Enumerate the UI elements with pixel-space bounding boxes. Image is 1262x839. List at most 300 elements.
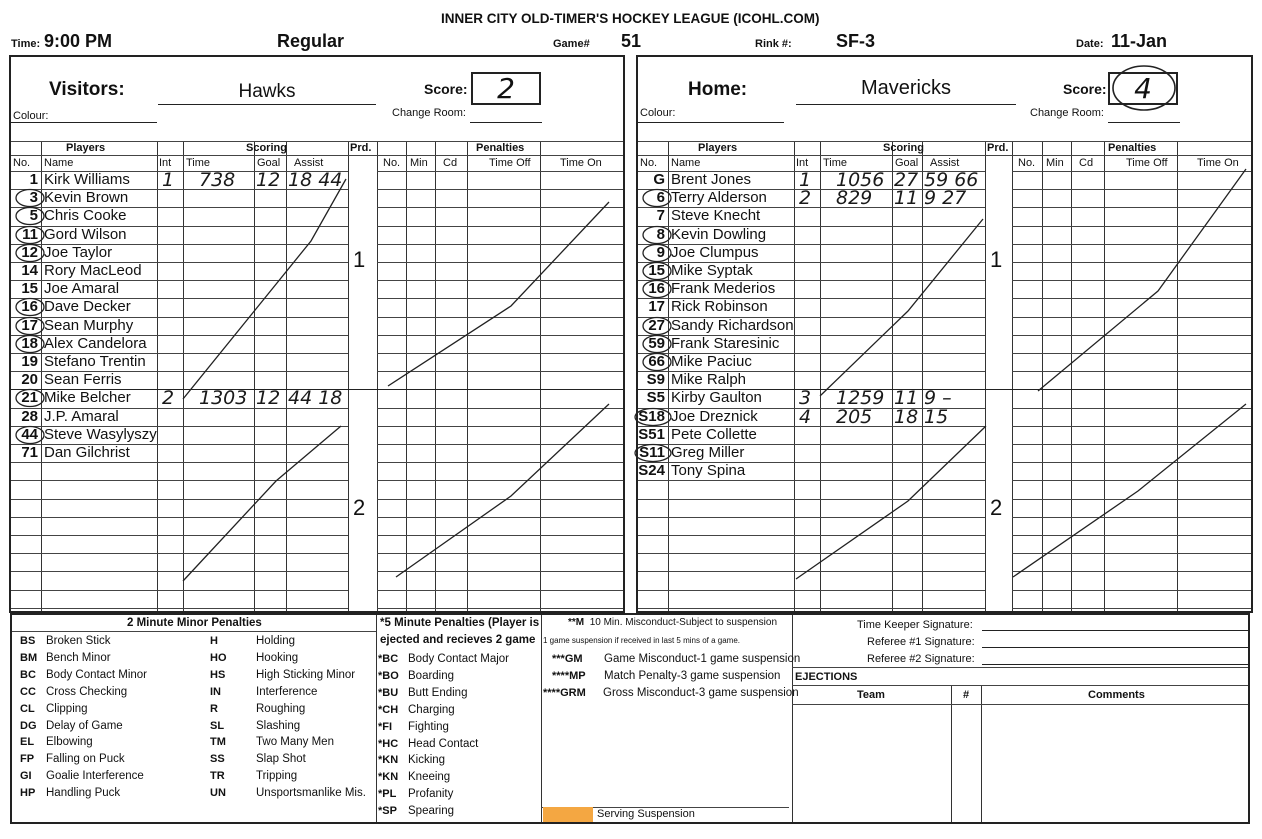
col-header-players: Players [698,142,738,154]
penalty-code-row [543,687,799,699]
player-name: Greg Miller [671,444,745,461]
player-row [11,353,157,371]
player-row [638,298,794,316]
penalty-description: Body Contact Minor [46,668,147,681]
player-row [11,280,157,298]
home-score: 4 [1108,72,1178,105]
col-header-cd: Cd [1079,157,1094,169]
penalty-description: Gross Misconduct-3 game suspension [603,686,799,699]
game-number: 51 [621,31,642,51]
penalty-code-row [210,787,366,799]
player-name: Kevin Brown [44,189,129,207]
period-2-label: 2 [353,494,366,520]
player-name: Terry Alderson [671,189,767,207]
player-row [638,389,794,407]
penalty-code-row [378,721,449,733]
penalty-description: Hooking [256,651,299,664]
misconduct-text: 10 Min. Misconduct-Subject to suspension [589,617,778,628]
penalty-description: Head Contact [408,737,479,750]
player-name: Chris Cooke [44,207,127,225]
player-number: 12 [21,243,38,261]
player-number: 17 [648,298,665,316]
penalty-code: *PL [378,788,397,801]
time-label: Time: [11,38,41,50]
rink-number: SF-3 [836,31,876,51]
player-name: Stefano Trentin [44,353,146,370]
minor-penalties-title: 2 Minute Minor Penalties [127,617,262,629]
visitors-label: Visitors: [49,79,125,100]
serving-suspension-swatch [543,807,593,822]
player-number: 20 [21,371,38,389]
goal-interval: 1 [799,169,812,191]
penalty-description: High Sticking Minor [256,668,356,681]
col-header-int: Int [159,157,172,169]
penalty-code-row [210,720,300,732]
penalty-code-row [378,771,450,783]
visitors-colour-field [11,109,157,123]
misconduct-row [568,617,777,628]
player-number: 18 [21,334,38,352]
player-number: 66 [648,353,665,370]
goal-interval: 2 [162,387,175,410]
penalty-description: Tripping [256,770,298,783]
visitors-team-name: Hawks [158,81,376,105]
misconduct-note: 1 game suspension if received in last 5 mins of a game. [543,636,740,645]
player-number: 9 [656,243,665,261]
penalty-code: EL [20,736,35,749]
player-row [638,244,794,262]
col-header-players: Players [66,142,106,154]
home-colour-label: Colour: [640,107,676,119]
penalty-code: *HC [378,737,399,750]
penalty-description: Elbowing [46,736,93,749]
home-panel [636,55,1253,613]
player-number: 15 [648,262,665,279]
player-row [11,244,157,262]
player-number: 11 [22,225,38,243]
player-name: Brent Jones [671,171,752,188]
penalty-code: ***GM [552,653,583,665]
player-row [638,207,794,225]
penalty-code-row [378,704,455,716]
penalty-code: SS [210,753,225,766]
player-name: Steve Knecht [671,207,761,225]
player-row [11,426,157,444]
player-name: Gord Wilson [44,225,127,243]
penalty-code: *KN [378,771,399,784]
goal-time: 738 [199,169,236,191]
ejections-comments-header: Comments [1088,689,1145,701]
goal-scorer: 27 [894,169,919,191]
game-time: 9:00 PM [44,31,113,51]
player-row [638,335,794,353]
player-name: Kirby Gaulton [671,389,762,407]
penalty-code: TM [210,736,226,749]
player-name: Dave Decker [44,298,131,316]
col-header-goal: Goal [257,157,281,169]
player-number: 19 [21,353,38,370]
penalty-description: Body Contact Major [408,653,509,665]
col-header-scoring: Scoring [883,142,924,154]
home-colour-field [638,109,784,123]
penalty-code-row [210,703,305,715]
player-name: Sean Murphy [44,316,134,334]
player-row [11,298,157,316]
player-number: 44 [21,425,38,443]
penalty-description: Game Misconduct-1 game suspension [604,653,801,665]
date-label: Date: [1076,38,1104,50]
penalty-description: Interference [256,685,318,698]
home-change-room-label: Change Room: [1030,107,1104,119]
penalty-code: BS [20,635,36,647]
penalty-code-row [210,652,298,664]
goal-scorer: 18 [894,405,919,428]
player-number: 16 [21,298,38,316]
penalty-code: SL [210,719,225,732]
visitors-scoresheet-table [11,141,623,611]
penalty-description: Kneeing [408,771,451,784]
player-number: 8 [656,225,665,243]
player-name: Joe Amaral [44,280,120,298]
penalty-description: Handling Puck [46,787,121,800]
penalty-description: Goalie Interference [46,770,144,783]
player-row [11,262,157,280]
player-row [638,317,794,335]
col-header-pno: No. [1018,157,1036,169]
col-header-int: Int [796,157,809,169]
penalty-description: Fighting [408,720,449,733]
penalty-code: BM [20,651,38,664]
col-header-scoring: Scoring [246,142,287,154]
penalty-description: Delay of Game [46,719,123,732]
player-number: S18 [638,407,665,425]
game-date: 11-Jan [1111,31,1168,51]
player-number: 5 [29,207,38,225]
player-name: Tony Spina [671,462,746,480]
home-team-name: Mavericks [796,77,1016,105]
goal-time: 205 [836,405,873,428]
penalty-description: Broken Stick [46,635,111,647]
col-header-time_off: Time Off [1126,157,1168,169]
penalty-code-row [378,754,445,766]
penalty-code: *SP [378,805,397,818]
player-row [638,226,794,244]
goal-interval: 2 [799,187,812,210]
col-header-penalties: Penalties [476,142,525,154]
penalty-code: IN [210,685,221,698]
player-row [11,189,157,207]
penalty-description: Profanity [408,788,454,801]
col-header-time: Time [186,157,211,169]
player-number: S9 [646,371,665,389]
serving-suspension-label: Serving Suspension [597,808,695,820]
player-name: Mike Belcher [44,389,131,407]
penalty-description: Charging [408,703,455,716]
col-header-prd: Prd. [350,142,372,154]
penalty-description: Butt Ending [408,686,468,699]
col-header-time_off: Time Off [489,157,531,169]
ejections-title: EJECTIONS [795,671,858,683]
penalty-code-row [20,635,111,647]
player-name: Joe Taylor [44,243,113,261]
penalty-code-row [378,738,478,750]
penalty-code: *KN [378,754,399,767]
col-header-assist: Assist [930,157,960,169]
penalty-code-row [378,805,454,817]
col-header-time_on: Time On [560,157,602,169]
goal-assists: 44 18 [288,387,343,410]
goal-time: 829 [836,187,873,210]
player-row [638,171,794,189]
goal-time: 1259 [836,387,885,410]
penalty-code: R [210,702,218,715]
penalty-description: Holding [256,635,295,647]
penalty-code-row [210,736,334,748]
penalty-code-row [552,653,800,665]
player-number: S11 [639,444,665,461]
home-change-room-field [1108,109,1180,123]
penalty-code-row [20,736,93,748]
player-name: Rory MacLeod [44,262,142,279]
player-row [638,280,794,298]
player-name: Frank Staresinic [671,334,780,352]
goal-assists: 9 – [924,387,952,410]
player-number: 21 [21,389,38,407]
player-row [11,226,157,244]
referee2-signature-label: Referee #2 Signature: [867,653,975,665]
goal-assists: 9 27 [924,187,967,210]
player-row [11,335,157,353]
period-1-label: 1 [353,247,366,273]
player-number: G [653,171,665,188]
penalty-code-row [552,670,780,682]
timekeeper-signature-label: Time Keeper Signature: [857,619,973,631]
visitors-panel [9,55,625,613]
referee2-signature-field[interactable] [982,652,1250,665]
col-header-assist: Assist [294,157,324,169]
col-header-pno: No. [383,157,401,169]
penalty-code-row [210,753,306,765]
player-name: Alex Candelora [44,334,147,352]
penalty-description: Bench Minor [46,651,111,664]
player-row [638,189,794,207]
penalty-code: CC [20,685,36,698]
player-number: 59 [648,334,665,352]
player-name: Mike Ralph [671,371,747,389]
col-header-name: Name [671,157,701,169]
penalty-code: HS [210,668,226,681]
rink-label: Rink #: [755,38,792,50]
penalty-code-row [20,703,88,715]
penalty-description: Falling on Puck [46,753,125,766]
player-name: Mike Paciuc [671,353,752,370]
player-row [638,408,794,426]
player-name: Joe Clumpus [671,243,759,261]
penalty-code-row [20,753,125,765]
penalty-code: ****GRM [543,686,586,699]
player-row [638,262,794,280]
player-name: Sandy Richardson [671,316,794,334]
penalty-description: Cross Checking [46,685,128,698]
penalty-code: *CH [378,703,399,716]
player-row [11,207,157,225]
penalty-code: GI [20,770,32,783]
penalty-description: Kicking [408,754,446,767]
goal-scorer: 11 [894,187,919,210]
goal-scorer: 12 [256,387,281,410]
player-name: Sean Ferris [44,371,122,389]
player-number: 27 [648,316,665,334]
player-row [638,462,794,480]
player-row [11,389,157,407]
referee1-signature-field[interactable] [982,635,1250,648]
goal-time: 1303 [199,387,248,410]
col-header-min: Min [410,157,428,169]
col-header-no: No. [13,157,31,169]
player-name: Steve Wasylyszy [44,425,157,443]
referee1-signature-label: Referee #1 Signature: [867,636,975,648]
col-header-cd: Cd [443,157,458,169]
player-number: 3 [29,189,38,207]
goal-interval: 4 [799,405,812,428]
ejections-number-header: # [963,689,970,701]
player-name: Dan Gilchrist [44,444,130,461]
player-number: S51 [638,425,665,443]
player-name: Kirk Williams [44,171,130,188]
player-name: Mike Syptak [671,262,753,279]
player-row [11,371,157,389]
goal-interval: 1 [162,169,175,191]
goal-scorer: 11 [894,387,919,410]
home-label: Home: [688,79,748,100]
penalty-description: Spearing [408,805,455,818]
col-header-goal: Goal [895,157,919,169]
penalty-code: BC [20,668,36,681]
misconduct-code: **M [568,617,585,628]
goal-interval: 3 [799,387,812,410]
home-scoresheet-table [638,141,1251,611]
penalty-code-row [20,787,120,799]
penalty-description: Two Many Men [256,736,334,749]
penalty-code: FP [20,753,35,766]
league-title: INNER CITY OLD-TIMER'S HOCKEY LEAGUE (ICOHL.COM) [441,11,820,26]
player-number: 16 [648,280,665,298]
penalty-code-row [20,652,111,664]
major-penalties-title-2: ejected and recieves 2 game [380,634,536,646]
col-header-time_on: Time On [1197,157,1239,169]
col-header-name: Name [44,157,74,169]
goal-assists: 59 66 [924,169,979,191]
penalty-code: *BC [378,653,399,665]
timekeeper-signature-field[interactable] [982,618,1250,631]
player-row [638,353,794,371]
game-type: Regular [277,31,345,51]
home-score-label: Score: [1063,81,1107,97]
player-number: 6 [656,189,665,207]
player-number: S24 [638,462,665,480]
penalty-code-row [210,635,295,647]
penalty-code: TR [210,770,225,783]
penalty-code-row [20,669,147,681]
penalty-description: Roughing [256,702,306,715]
player-row [638,426,794,444]
player-name: Joe Dreznick [671,407,758,425]
col-header-time: Time [823,157,848,169]
ejections-team-header: Team [857,689,885,701]
goal-assists: 18 44 [288,169,343,191]
col-header-no: No. [640,157,658,169]
penalty-code: UN [210,787,226,800]
visitors-score-label: Score: [424,81,468,97]
visitors-colour-label: Colour: [13,110,49,122]
player-name: Rick Robinson [671,298,768,316]
penalty-code: *BO [378,669,399,682]
major-penalties-title-1: *5 Minute Penalties (Player is [380,617,540,629]
penalty-code-row [210,669,355,681]
player-number: 71 [21,444,38,461]
game-number-label: Game# [553,38,590,50]
penalty-code-row [20,720,123,732]
penalty-description: Slashing [256,719,301,732]
penalty-code-row [20,770,144,782]
penalty-code-row [20,686,127,698]
penalty-code-row [378,670,454,682]
player-name: J.P. Amaral [44,407,119,425]
penalty-code: *FI [378,720,393,733]
player-name: Kevin Dowling [671,225,767,243]
goal-assists: 15 [924,405,949,428]
penalty-description: Match Penalty-3 game suspension [604,669,781,682]
penalty-code-row [210,686,317,698]
player-number: S5 [646,389,665,407]
penalty-description: Slap Shot [256,753,306,766]
player-number: 17 [21,316,38,334]
player-number: 7 [656,207,665,225]
player-row [11,171,157,189]
player-row [11,444,157,462]
col-header-min: Min [1046,157,1064,169]
visitors-score: 2 [471,72,541,105]
player-row [11,317,157,335]
penalty-code-row [378,687,467,699]
penalty-code: DG [20,719,37,732]
player-number: 1 [29,171,38,188]
penalty-description: Boarding [408,669,455,682]
penalty-code: HP [20,787,36,800]
goal-scorer: 12 [256,169,281,191]
player-number: 28 [21,407,38,425]
player-row [638,371,794,389]
period-1-label: 1 [990,247,1003,273]
penalty-code: CL [20,702,35,715]
penalty-code-row [378,653,509,665]
penalty-code: *BU [378,686,399,699]
penalty-code: HO [210,651,227,664]
penalty-legend [10,613,1250,824]
goal-time: 1056 [836,169,885,191]
penalty-code-row [378,788,453,800]
player-name: Frank Mederios [671,280,776,298]
period-2-label: 2 [990,494,1003,520]
player-number: 14 [21,262,38,279]
penalty-code-row [210,770,297,782]
penalty-code: H [210,635,218,647]
player-number: 15 [21,280,38,298]
visitors-change-room-label: Change Room: [392,107,466,119]
col-header-prd: Prd. [987,142,1009,154]
penalty-description: Clipping [46,702,88,715]
player-row [11,408,157,426]
